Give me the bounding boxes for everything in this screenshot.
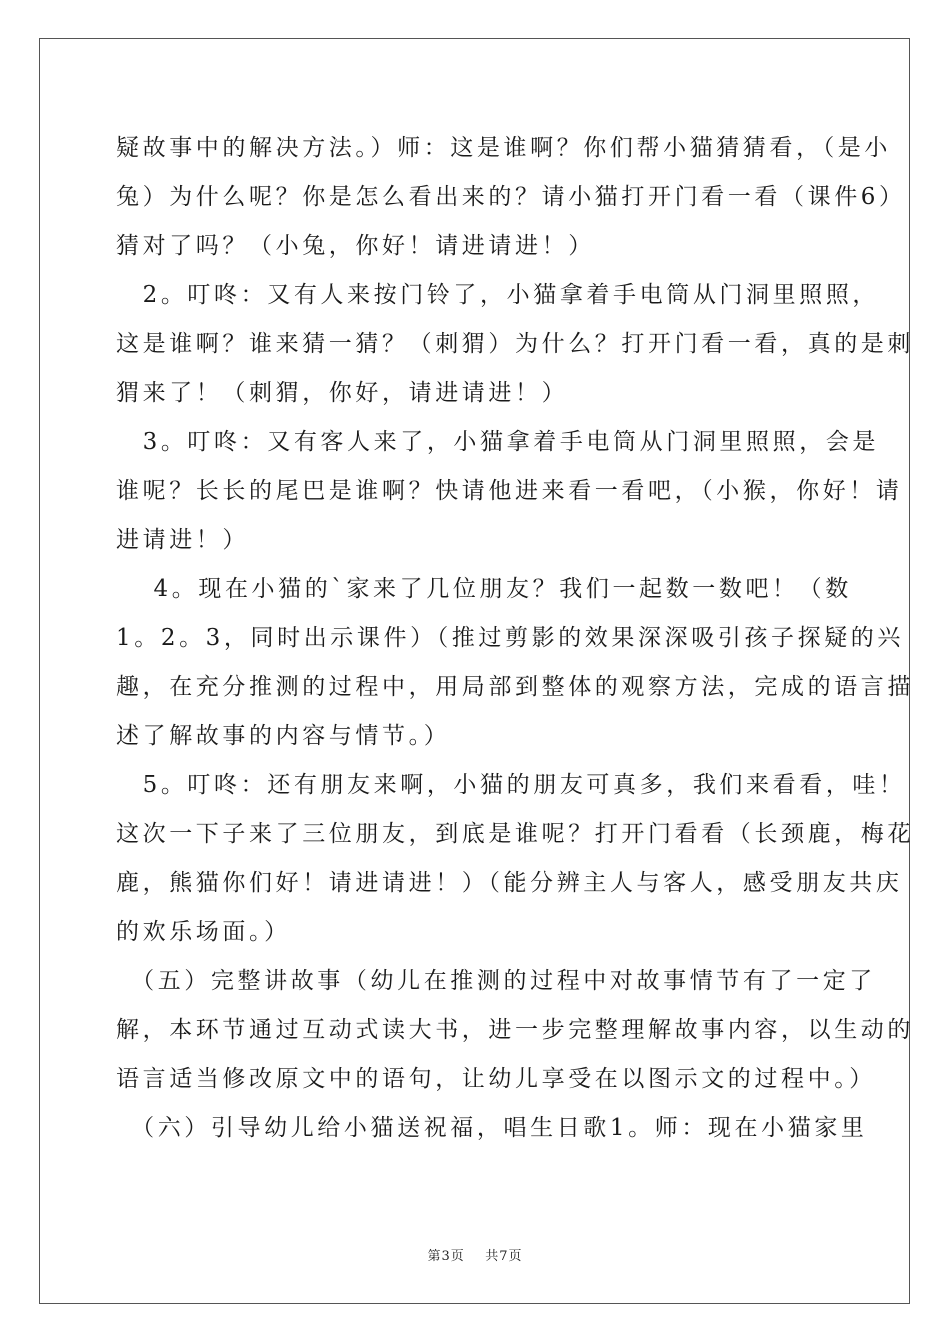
text-line: 语言适当修改原文中的语句，让幼儿享受在以图示文的过程中。） <box>116 1066 876 1092</box>
page-number: 第3页 <box>427 1249 465 1264</box>
text-line: 5。叮咚：还有朋友来啊，小猫的朋友可真多，我们来看看，哇！ <box>116 772 906 798</box>
text-line: 鹿，熊猫你们好！请进请进！）（能分辨主人与客人，感受朋友共庆 <box>116 870 903 896</box>
text-line: 这次一下子来了三位朋友，到底是谁呢？打开门看看（长颈鹿，梅花 <box>116 821 914 847</box>
text-line: 的欢乐场面。） <box>116 919 291 945</box>
page-footer <box>0 1245 950 1264</box>
text-line: 趣，在充分推测的过程中，用局部到整体的观察方法，完成的语言描 <box>116 674 914 700</box>
document-body <box>116 124 914 1153</box>
text-line: 谁呢？长长的尾巴是谁啊？快请他进来看一看吧，（小猴，你好！请 <box>116 478 903 504</box>
text-line: 4。现在小猫的`家来了几位朋友？我们一起数一数吧！（数 <box>116 576 852 602</box>
text-line: 这是谁啊？谁来猜一猜？（刺猬）为什么？打开门看一看，真的是刺 <box>116 331 914 357</box>
page-total: 共7页 <box>485 1249 523 1264</box>
text-line: 述了解故事的内容与情节。） <box>116 723 451 749</box>
text-line: （六）引导幼儿给小猫送祝福，唱生日歌1。师：现在小猫家里 <box>116 1115 868 1141</box>
text-line: 1。2。3，同时出示课件）（推过剪影的效果深深吸引孩子探疑的兴 <box>116 625 904 651</box>
text-line: 猜对了吗？（小兔，你好！请进请进！） <box>116 233 595 259</box>
text-line: 3。叮咚：又有客人来了，小猫拿着手电筒从门洞里照照，会是 <box>116 429 880 455</box>
text-line: （五）完整讲故事（幼儿在推测的过程中对故事情节有了一定了 <box>116 968 876 994</box>
text-line: 进请进！） <box>116 527 249 553</box>
text-line: 兔）为什么呢？你是怎么看出来的？请小猫打开门看一看（课件6） <box>116 184 906 210</box>
text-line: 2。叮咚：又有人来按门铃了，小猫拿着手电筒从门洞里照照， <box>116 282 880 308</box>
text-line: 疑故事中的解决方法。）师：这是谁啊？你们帮小猫猜猜看，（是小 <box>116 135 891 161</box>
text-line: 解，本环节通过互动式读大书，进一步完整理解故事内容，以生动的 <box>116 1017 914 1043</box>
text-line: 猬来了！（刺猬，你好，请进请进！） <box>116 380 569 406</box>
